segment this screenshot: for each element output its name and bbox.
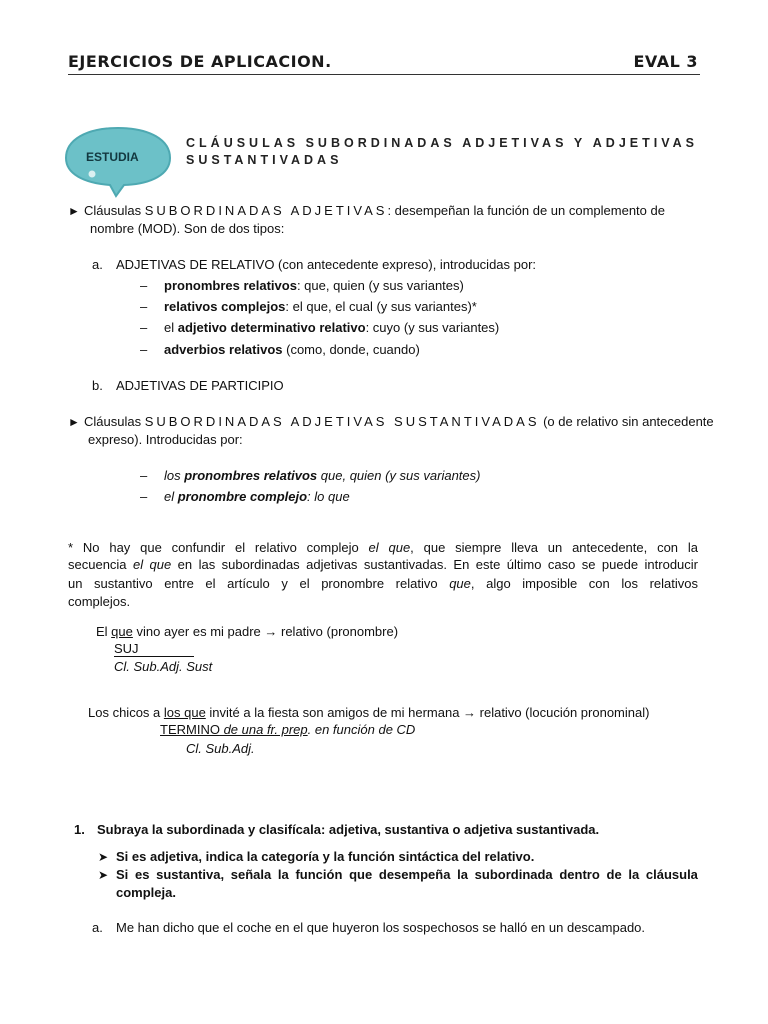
word: señala: [230, 867, 272, 882]
word: ADJETIVAS: [462, 136, 568, 150]
example-1-label: Cl. Sub.Adj. Sust: [114, 659, 213, 674]
word: que: [349, 867, 373, 882]
bullet-adjetivas-sustantivadas: ► Cláusulas SUBORDINADAS ADJETIVAS SUSTANTIVADAS (o de relativo sin antecedente: [68, 414, 714, 429]
header-title: EJERCICIOS DE APLICACION.: [68, 52, 332, 71]
example-2-label: Cl. Sub.Adj.: [186, 741, 255, 756]
word: sustantiva,: [156, 867, 225, 882]
bullet-adjetivas-line2: nombre (MOD). Son de dos tipos:: [90, 221, 285, 236]
word: función: [295, 867, 343, 882]
triangle-bullet-icon: ►: [68, 204, 80, 218]
example-1: El que vino ayer es mi padre → relativo (pronombre): [96, 624, 399, 639]
subitem-a-4: – adverbios relativos (como, donde, cuando): [140, 342, 420, 357]
note-line-4: complejos.: [68, 594, 131, 609]
exercise-1-title: 1. Subraya la subordinada y clasifícala: adjetiva, sustantiva o adjetiva sustantivada.: [74, 822, 600, 837]
exercise-1-instruction-2-line2: compleja.: [116, 885, 176, 900]
exercise-1-instruction-1: ➤ Si es adjetiva, indica la categoría y la función sintáctica del relativo.: [98, 849, 535, 864]
word: dentro: [559, 867, 600, 882]
example-2: Los chicos a los que invité a la fiesta son amigos de mi hermana → relativo (locución pronominal): [88, 705, 650, 720]
bullet-adjetivas: ► Cláusulas SUBORDINADAS ADJETIVAS: desempeñan la función de un complemento de: [68, 203, 665, 218]
example-1-suj: SUJ: [114, 641, 194, 657]
arrow-bullet-icon: ➤: [98, 850, 109, 864]
word: SUBORDINADAS: [305, 136, 456, 150]
note-line-1: * No hay que confundir el relativo complejo el que, que siempre lleva un antecedente, con la: [68, 540, 698, 555]
header-eval: EVAL 3: [633, 52, 698, 71]
word: Si: [116, 867, 129, 882]
section-title: [186, 136, 698, 167]
word: la: [277, 867, 289, 882]
word: cláusula: [645, 867, 698, 882]
word: de: [606, 867, 622, 882]
subitem-a-2: – relativos complejos: el que, el cual (y sus variantes)*: [140, 299, 477, 314]
word: Y: [573, 136, 587, 150]
word: la: [457, 867, 468, 882]
triangle-bullet-icon: ►: [68, 415, 80, 429]
subitem-b-1: – los pronombres relativos que, quien (y sus variantes): [140, 468, 481, 483]
exercise-1-item-a: a. Me han dicho que el coche en el que huyeron los sospechosos se halló en un descampado.: [92, 920, 646, 935]
note-line-3: un sustantivo entre el artículo y el pronombre relativo que, algo imposible con los relativos: [68, 576, 698, 591]
example-2-termino: TERMINO de una fr. prep. en función de CD: [160, 722, 416, 737]
header-rule: [68, 74, 700, 75]
word: es: [134, 867, 150, 882]
section-title-line1: [186, 136, 698, 150]
subitem-a-1: – pronombres relativos: que, quien (y sus variantes): [140, 278, 464, 293]
word: desempeña: [378, 867, 451, 882]
word: CLÁUSULAS: [186, 136, 300, 150]
arrow-bullet-icon: ➤: [98, 868, 109, 882]
badge-label: ESTUDIA: [86, 150, 139, 164]
bullet-sustantivadas-line2: expreso). Introducidas por:: [88, 432, 243, 447]
section-title-line2: SUSTANTIVADAS: [186, 153, 343, 167]
subitem-a-3: – el adjetivo determinativo relativo: cuyo (y sus variantes): [140, 320, 500, 335]
item-b: b. ADJETIVAS DE PARTICIPIO: [92, 378, 284, 393]
item-a: a. ADJETIVAS DE RELATIVO (con antecedente expreso), introducidas por:: [92, 257, 537, 272]
subitem-b-2: – el pronombre complejo: lo que: [140, 489, 350, 504]
exercise-1-instruction-2: [98, 867, 698, 883]
word: la: [628, 867, 640, 882]
word: ADJETIVAS: [592, 136, 698, 150]
note-line-2: secuencia el que en las subordinadas adjetivas sustantivadas. En este último caso se puede introducir: [68, 557, 698, 572]
word: subordinada: [474, 867, 553, 882]
